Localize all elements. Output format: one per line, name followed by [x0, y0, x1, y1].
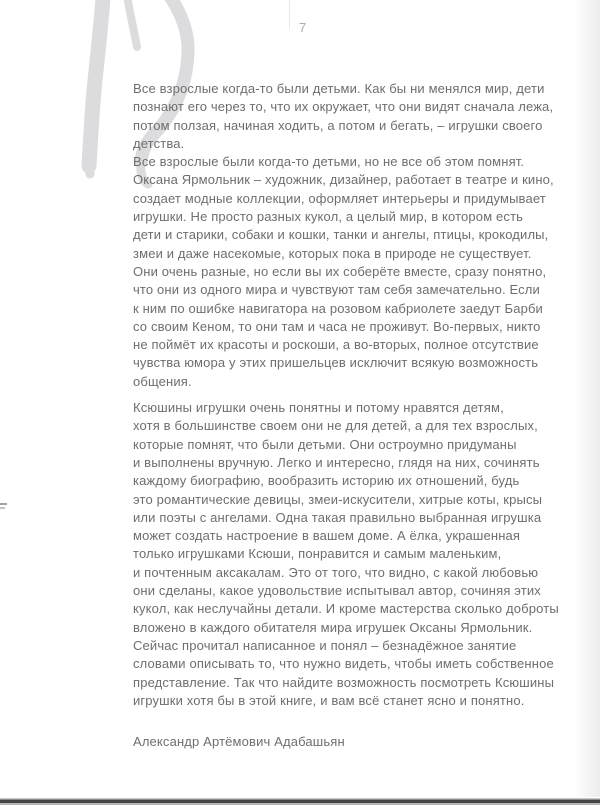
paragraph	[133, 153, 554, 391]
text-line: Все взрослые были когда-то детьми, но не все об этом помнят.	[133, 154, 525, 170]
text-line: они сделаны, какое удовольствие испытывал автор, сочиняя этих	[133, 583, 541, 599]
text-line: змеи и даже насекомые, которых пока в природе не существует.	[133, 245, 532, 261]
text-line: общения.	[133, 373, 192, 389]
text-line: может создать настроение в вашем доме. А ёлка, украшенная	[133, 528, 521, 544]
author-signature: Александр Артёмович Адабашьян	[133, 734, 345, 750]
text-line: Все взрослые когда-то были детьми. Как бы ни менялся мир, дети	[133, 81, 545, 96]
text-line: каждому биографию, вообразить историю их отношений, будь	[133, 473, 520, 489]
text-line: Они очень разные, но если вы их соберёте вместе, сразу понятно,	[133, 263, 547, 279]
text-line: хотя в большинстве своем они не для детей, а для тех взрослых,	[133, 418, 538, 434]
text-line: создает модные коллекции, оформляет интерьеры и придумывает	[133, 190, 546, 206]
text-line: которые помнят, что были детьми. Они остроумно придуманы	[133, 436, 517, 452]
text-line: детства.	[133, 135, 185, 151]
bottom-edge-border	[0, 797, 600, 805]
right-edge-shadow	[574, 0, 600, 805]
text-line: Ксюшины игрушки очень понятны и потому нравятся детям,	[133, 400, 504, 416]
paragraph	[133, 399, 559, 710]
text-line: чувства юмора у этих пришельцев исключит всякую возможность	[133, 355, 539, 371]
text-line: и почтенным аксакалам. Это от того, что видно, с какой любовью	[133, 564, 539, 580]
text-line: дети и старики, собаки и кошки, танки и ангелы, птицы, крокодилы,	[133, 227, 549, 243]
text-line: не поймёт их красоты и роскоши, а во-вторых, полное отсутствие	[133, 337, 539, 353]
text-line: и выполнены вручную. Легко и интересно, глядя на них, сочинять	[133, 454, 540, 470]
text-line: Сейчас прочитал написанное и понял – безнадёжное занятие	[133, 637, 517, 653]
essay-text	[133, 80, 559, 751]
fold-mark	[289, 0, 290, 29]
text-line: кукол, как неслучайны детали. И кроме мастерства сколько доброты	[133, 601, 559, 617]
text-line: это романтические девицы, змеи-искусители, хитрые коты, крысы	[133, 491, 543, 507]
text-line: словами описывать то, что нужно видеть, чтобы иметь собственное	[133, 656, 554, 672]
text-line: к ним по ошибке навигатора на розовом кабриолете заедут Барби	[133, 300, 543, 316]
text-line: или поэты с ангелами. Одна такая правильно выбранная игрушка	[133, 509, 542, 525]
text-line: что они из одного мира и чувствуют там себя замечательно. Если	[133, 282, 540, 298]
text-line: со своим Кеном, то они там и часа не проживут. Во-первых, никто	[133, 318, 541, 334]
text-line: игрушки. Не просто разных кукол, а целый мир, в котором есть	[133, 209, 524, 225]
paragraph	[133, 80, 554, 153]
left-edge-mark	[0, 503, 7, 510]
text-line: познают его через то, что их окружает, что они видят сначала лежа,	[133, 99, 554, 115]
text-line: вложено в каждого обитателя мира игрушек Оксаны Ярмольник.	[133, 619, 533, 635]
page-number: 7	[299, 20, 307, 35]
text-line: потом ползая, начиная ходить, а потом и бегать, – игрушки своего	[133, 117, 543, 133]
text-line: представление. Так что найдите возможность посмотреть Ксюшины	[133, 674, 555, 690]
text-line: игрушки хотя бы в этой книге, и вам всё станет ясно и понятно.	[133, 692, 525, 708]
text-line: только игрушками Ксюши, понравится и самым маленьким,	[133, 546, 502, 562]
text-line: Оксана Ярмольник – художник, дизайнер, работает в театре и кино,	[133, 172, 554, 188]
